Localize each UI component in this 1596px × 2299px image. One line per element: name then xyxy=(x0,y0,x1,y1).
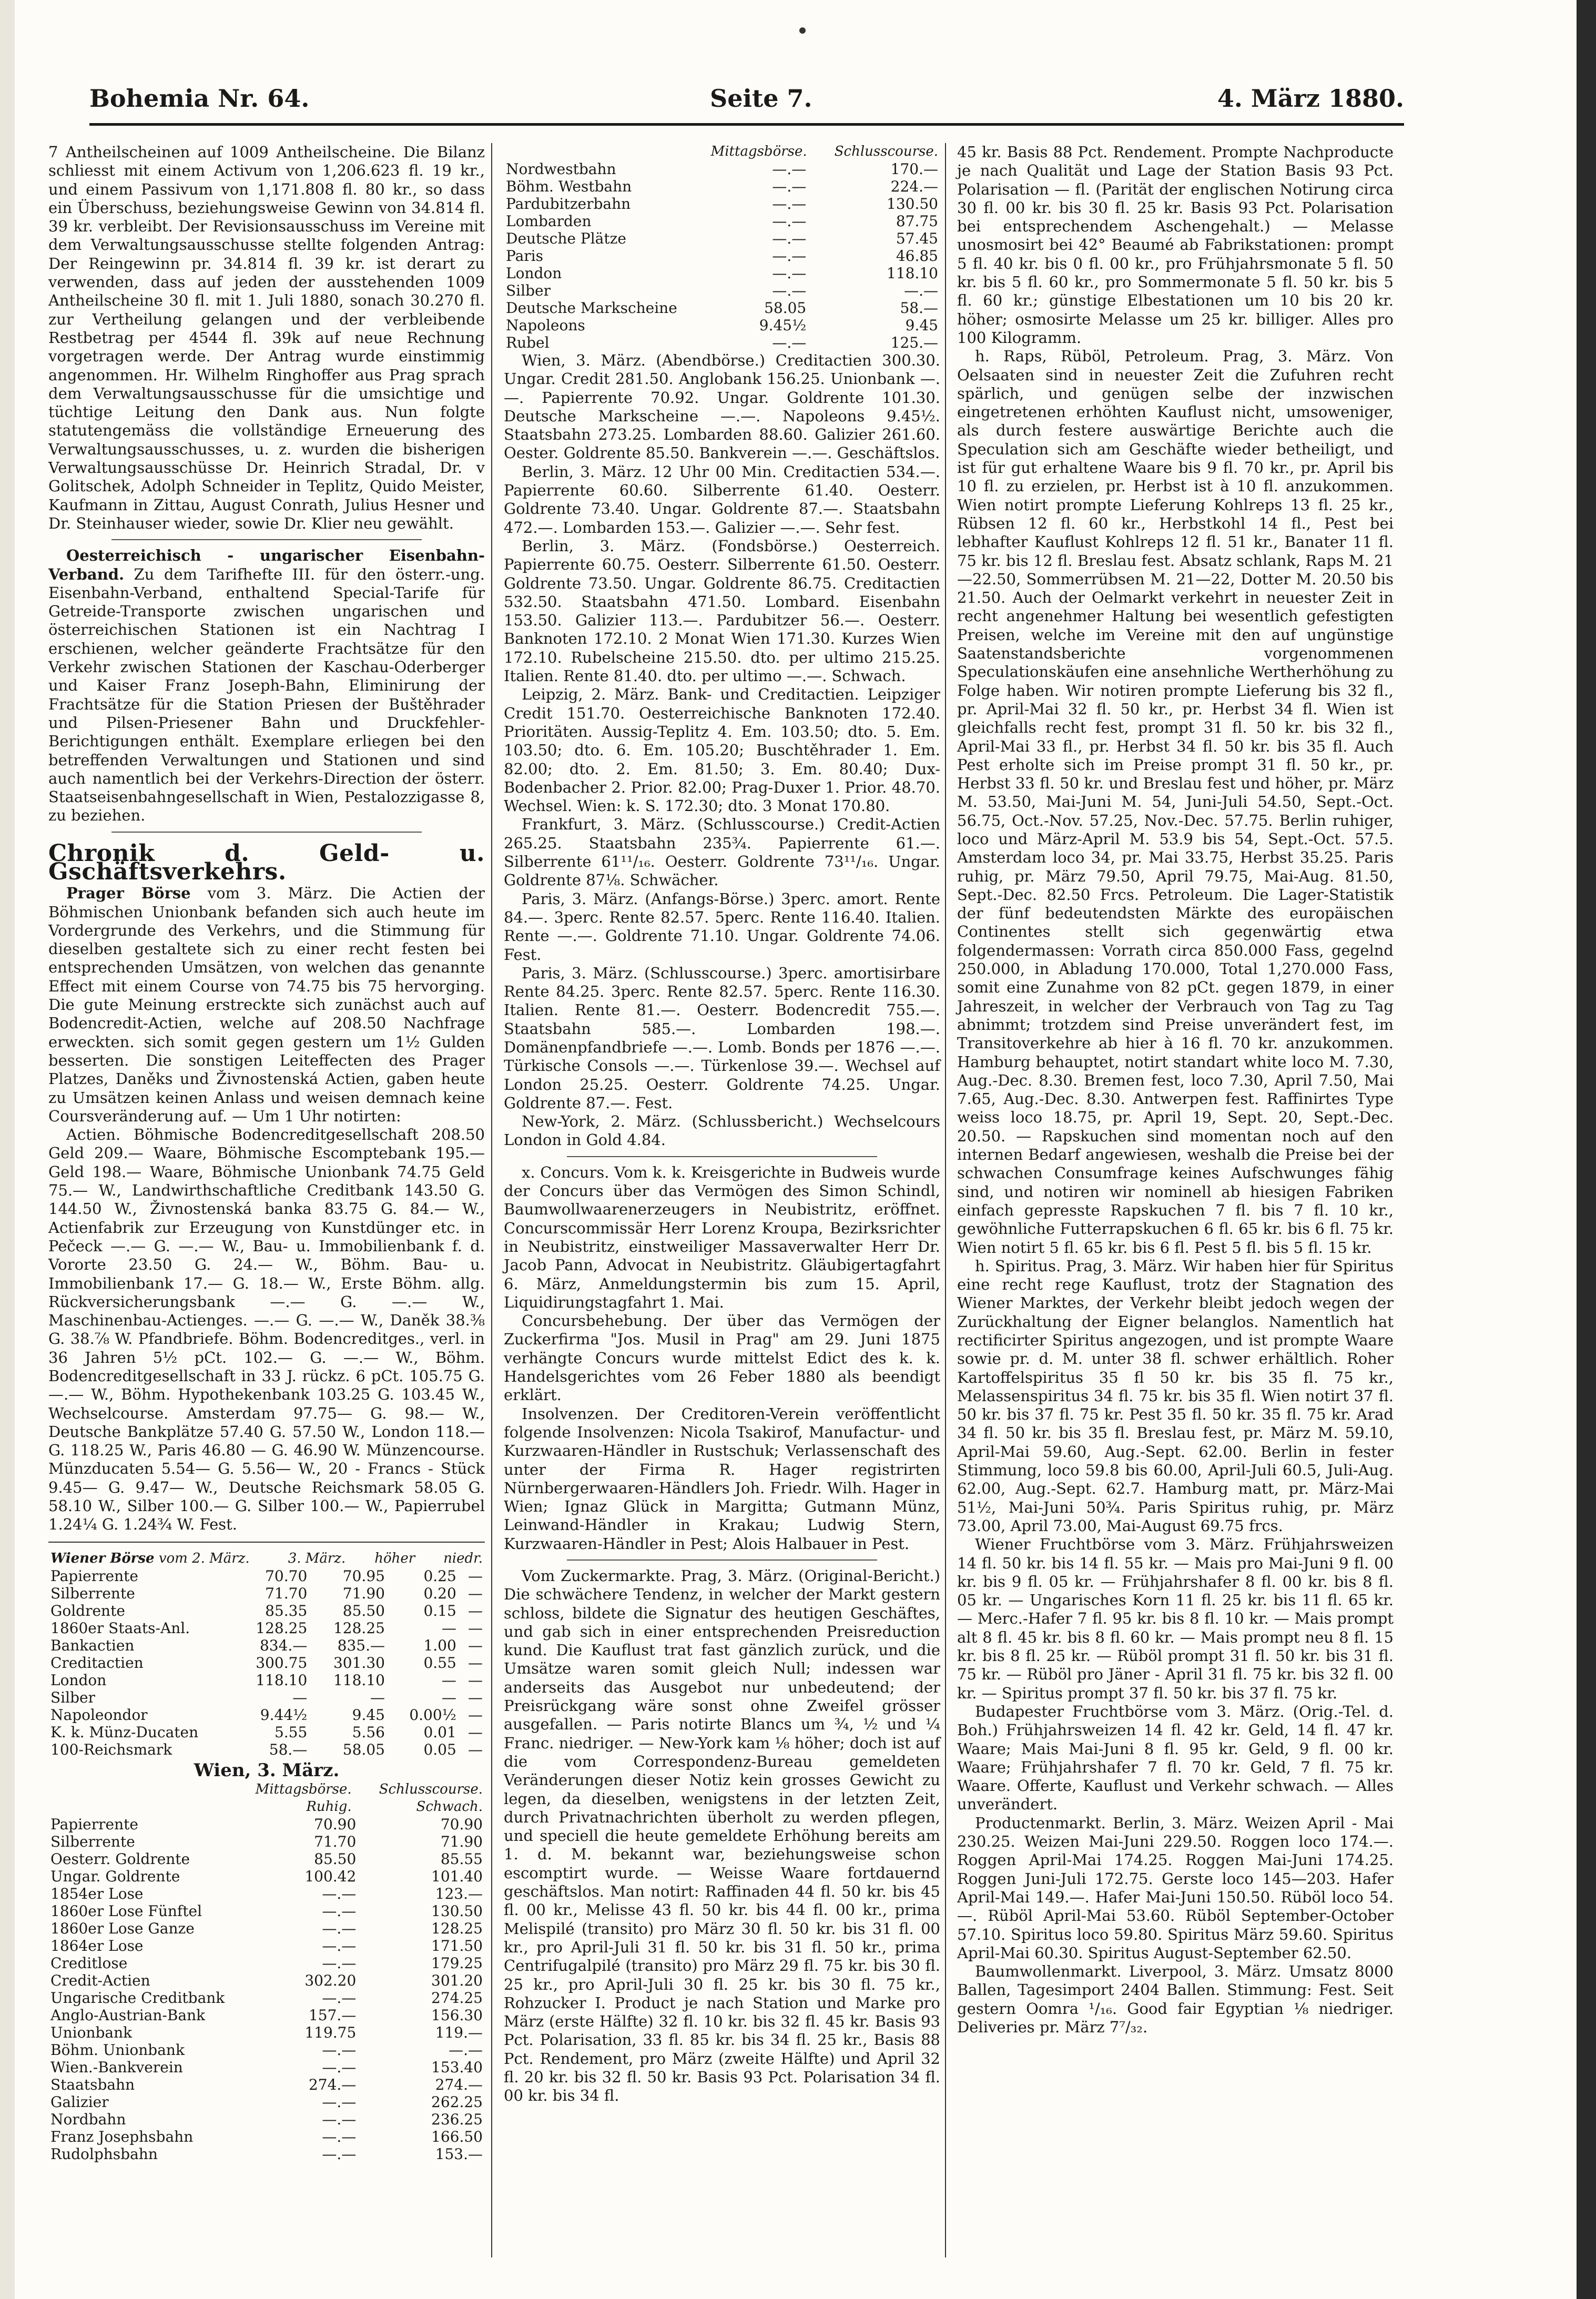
row-value: 125.— xyxy=(890,334,938,351)
column-header: 3. März. xyxy=(288,1550,346,1566)
row-value: —.— xyxy=(904,282,938,299)
row-label: Staatsbahn xyxy=(50,2075,135,2093)
row-label: Franz Josephsbahn xyxy=(50,2128,194,2145)
row-value: 118.10 xyxy=(333,1671,385,1689)
column-header: Mittagsbörse. xyxy=(255,1781,352,1797)
row-value: —.— xyxy=(322,1937,357,1954)
table-row xyxy=(48,1816,485,1833)
row-value: 166.50 xyxy=(431,2128,483,2145)
table-row xyxy=(48,1619,485,1637)
row-value: 85.50 xyxy=(342,1602,385,1619)
article-body: vom 3. März. Die Actien der Böhmischen Unionbank befanden sich auch heute im Vordergrunde des Verkehrs, und die Stimmung für dieselben gestaltete sich zu einer recht festen bei entsprechenden Umsätzen, von welchen das genannte Effect mit einem Course von 74.75 bis 75 hervorging. Die gute Meinung erstreckte sich zunächst auch auf Bodencredit-Actien, welche auf 208.50 Nachfrage erweckten. sich somit gegen gestern um 1½ Gulden besserten. Die sonstigen Leiteffecten des Prager Platzes, Daněks und Živnostenská Actien, gaben heute zu Umsätzen keinen Anlass und weisen demnach keine Coursveränderung auf. — Um 1 Uhr notirten: xyxy=(48,884,485,1125)
wien-table xyxy=(48,1781,485,1816)
row-value: — xyxy=(468,1567,483,1585)
row-value: 156.30 xyxy=(431,2006,483,2024)
separator xyxy=(567,1559,877,1561)
row-value: 57.45 xyxy=(896,230,938,247)
row-value: —.— xyxy=(322,1885,357,1902)
row-value: — xyxy=(468,1688,483,1706)
row-label: Böhm. Westbahn xyxy=(506,178,632,195)
row-value: —.— xyxy=(772,247,807,265)
table-row xyxy=(48,2093,485,2111)
book-spine xyxy=(0,0,15,2299)
row-value: —.— xyxy=(772,282,807,299)
table-row xyxy=(504,160,940,178)
column-1 xyxy=(48,143,485,2163)
row-value: —.— xyxy=(772,195,807,212)
table-row xyxy=(48,2059,485,2076)
wien-rows xyxy=(48,1816,485,2163)
row-value: 119.— xyxy=(435,2023,483,2041)
column-header: Mittagsbörse. xyxy=(710,144,807,159)
row-label: Napoleondor xyxy=(50,1706,148,1724)
row-value: — xyxy=(468,1706,483,1724)
article-paragraph: h. Raps, Rüböl, Petroleum. Prag, 3. März. Von Oelsaaten sind in neuester Zeit die Zufuhren recht spärlich, und genügen selbe der inzwischen eingetretenen erhöhten Kauflust nicht, umsoweniger, als durch festere auswärtige Berichte auch die Speculation sich am Geschäfte wieder betheiligt, und ist für gut erhaltene Waare bis 9 fl. 70 kr., pr. April bis 10 fl. zu erzielen, pr. Herbst ist à 10 fl. anzukommen. Wien notirt prompte Lieferung Kohlreps 13 fl. 25 kr., Rübsen 12 fl. 60 kr., Herbstkohl 14 fl., Pest bei lebhafter Kauflust Kohlreps 12 fl. 51 kr., Banater 11 fl. 75 kr. bis 12 fl. Breslau fest. Absatz schlank, Raps M. 21—22.50, Sommerrübsen M. 21—22, Dotter M. 20.50 bis 21.50. Auch der Oelmarkt verkehrt in neuester Zeit in recht angenehmer Haltung bei wesentlich gefestigten Preisen, welche im Vereine mit den auf ungünstige Saatenstandsberichte vorgenommenen Speculationskäufen eine ansehnliche Wertherhöhung zu Folge haben. Wir notiren prompte Lieferung bis 32 fl., pr. April-Mai 32 fl. 50 kr., pr. Herbst 34 fl. Wien ist gleichfalls recht fest, prompt 31 fl. 50 kr. bis 32 fl., April-Mai 33 fl., pr. Herbst 34 fl. 50 kr. bis 35 fl. Auch Pest erholte sich im Preise prompt 31 fl. 50 kr., pr. Herbst 33 fl. 50 kr. und Breslau fest und höher, pr. März M. 53.50, Mai-Juni M. 54, Juni-Juli 54.50, Sept.-Oct. 56.75, Oct.-Nov. 57.25, Nov.-Dec. 57.75. Berlin ruhiger, loco und März-April M. 53.9 bis 54, Sept.-Oct. 57.5. Amsterdam loco 34, pr. Mai 33.75, Herbst 35.25. Paris ruhig, pr. März 79.50, April 79.75, Mai-Aug. 81.50, Sept.-Dec. 82.50 Frcs. Petroleum. Die Lager-Statistik der fünf bedeutendsten Märkte des europäischen Continentes stellt sich gegenwärtig etwa folgendermassen: Vorrath circa 850.000 Fass, gegelnd 250.000, in Abladung 170.000, Total 1,270.000 Fass, somit eine Zunahme von 82 pCt. gegen 1879, in einer Jahreszeit, in welcher der Verbrauch von Tag zu Tag abnimmt; trotzdem sind Preise unverändert fest, im Transitoverkehre ab hier à 16 fl. 70 kr. anzukommen. Hamburg behauptet, notirt standart white loco M. 7.30, Aug.-Dec. 8.30. Bremen fest, loco 7.30, April 7.50, Mai 7.65, Aug.-Dec. 8.30. Antwerpen fest. Raffinirtes Type weiss loco 18.75, pr. April 19, Sept. 20, Sept.-Dec. 20.50. — Rapskuchen sind momentan noch auf den internen Bedarf angewiesen, weshalb die Preise bei der schwachen Consumfrage keines Aufschwunges fähig sind, und notiren wir nominell ab hiesigen Fabriken einfach gepresste Rapskuchen 7 fl. bis 7 fl. 10 kr., gewöhnliche Futterrapskuchen 6 fl. 65 kr. bis 6 fl. 75 kr. Wien notirt 5 fl. 65 kr. bis 6 fl. Pest 5 fl. bis 5 fl. 15 kr. xyxy=(957,347,1394,1257)
row-value: —.— xyxy=(772,178,807,195)
row-value: — xyxy=(468,1654,483,1672)
table-row xyxy=(48,1602,485,1619)
row-value: 58.— xyxy=(269,1740,308,1758)
article-paragraph: Insolvenzen. Der Creditoren-Verein veröffentlicht folgende Insolvenzen: Nicola Tsakirof, Manufactur- und Kurzwaaren-Händler in Rustschuk; Verlassenschaft des unter der Firma R. Hager registrirten Nürnbergerwaaren-Händlers Joh. Friedr. Wilh. Hager in Wien; Ignaz Glück in Margitta; Gutmann Münz, Leinwand-Händler in Krakau; Ludwig Stern, Kurzwaaren-Händler in Pest; Alois Halbauer in Pest. xyxy=(504,1404,940,1553)
row-value: 128.25 xyxy=(256,1619,308,1637)
row-value: 0.20 xyxy=(423,1584,456,1602)
row-value: 9.44½ xyxy=(260,1706,308,1724)
column-header: Schlusscourse. xyxy=(379,1781,483,1797)
row-label: Silber xyxy=(50,1688,95,1706)
row-label: Bankactien xyxy=(50,1636,135,1654)
row-label: Anglo-Austrian-Bank xyxy=(50,2006,206,2024)
row-value: 58.05 xyxy=(342,1740,385,1758)
row-label: Silberrente xyxy=(50,1584,135,1602)
wien-continued-table xyxy=(504,143,940,160)
table-header xyxy=(504,143,940,160)
row-label: Nordwestbahn xyxy=(506,160,616,178)
article-paragraph: Budapester Fruchtbörse vom 3. März. (Orig.-Tel. d. Boh.) Frühjahrsweizen 14 fl. 42 kr. Geld, 14 fl. 47 kr. Waare; Mais Mai-Juni 8 fl. 95 kr. Geld, 9 fl. 00 kr. Waare; Frühjahrshafer 7 fl. 70 kr. Geld, 7 fl. 75 kr. Waare. Offerte, Kauflust und Verkehr schwach. — Alles unverändert. xyxy=(957,1702,1394,1814)
article-paragraph: Baumwollenmarkt. Liverpool, 3. März. Umsatz 8000 Ballen, Tagesimport 2404 Ballen. Stimmung: Fest. Seit gestern Oomra ¹/₁₆. Good fair Egyptian ⅛ niedriger. Deliveries pr. März 7⁷/₃₂. xyxy=(957,1962,1394,2036)
column-divider xyxy=(945,143,946,2257)
row-label: Böhm. Unionbank xyxy=(50,2041,185,2059)
table-header xyxy=(48,1550,485,1567)
article-paragraph: Berlin, 3. März. (Fondsbörse.) Oesterreich. Papierrente 60.75. Oesterr. Silberrente 61.50. Oesterr. Goldrente 73.50. Ungar. Goldrente 86.75. Creditactien 532.50. Staatsbahn 471.50. Lombard. Eisenbahn 153.50. Galizier 113.—. Pardubitzer 56.—. Oesterr. Banknoten 172.10. 2 Monat Wien 171.30. Kurzes Wien 172.10. Rubelscheine 215.50. dto. per ultimo 215.25. Italien. Rente 81.40. dto. per ultimo —.—. Schwach. xyxy=(504,536,940,685)
row-value: 119.75 xyxy=(304,2023,357,2041)
row-label: Papierrente xyxy=(50,1815,138,1833)
separator xyxy=(48,1542,485,1543)
row-value: 0.00½ xyxy=(409,1706,456,1724)
row-value: — xyxy=(370,1688,385,1706)
table-row xyxy=(48,1937,485,1954)
row-value: 71.70 xyxy=(265,1584,308,1602)
row-value: —.— xyxy=(322,2110,357,2128)
row-value: —.— xyxy=(322,1954,357,1972)
row-label: Wien.-Bankverein xyxy=(50,2058,183,2076)
row-label: Goldrente xyxy=(50,1602,125,1619)
row-value: 1.00 xyxy=(423,1636,456,1654)
table-row xyxy=(48,1585,485,1602)
header-rule xyxy=(89,123,1404,126)
row-value: 71.70 xyxy=(314,1832,357,1850)
table-row xyxy=(504,178,940,195)
row-value: — xyxy=(468,1723,483,1741)
column-header: höher xyxy=(374,1550,415,1566)
row-value: 5.55 xyxy=(274,1723,308,1741)
column-header: niedr. xyxy=(443,1550,483,1566)
table-row xyxy=(48,1885,485,1902)
table-row xyxy=(48,1724,485,1741)
table-header xyxy=(48,1798,485,1816)
column-header: Schwach. xyxy=(416,1798,483,1815)
section-title: Chronik d. Geld- u. Gschäftsverkehrs. xyxy=(48,839,485,885)
row-value: — xyxy=(468,1740,483,1758)
row-value: — xyxy=(468,1602,483,1619)
row-value: 153.— xyxy=(435,2145,483,2163)
row-value: —.— xyxy=(772,160,807,178)
row-label: Rudolphsbahn xyxy=(50,2145,158,2163)
article-paragraph: 45 kr. Basis 88 Pct. Rendement. Prompte Nachproducte je nach Qualität und Lage der Station Basis 93 Pct. Polarisation — fl. (Parität der englischen Notirung circa 30 fl. 00 kr. bis 30 fl. 25 kr. Basis 93 Pct. Polarisation bei entsprechendem Aschengehalt.) — Melasse unosmosirt bei 42° Beaumé ab Fabrikstationen: prompt 5 fl. 40 kr. bis 0 fl. 00 kr., pro Frühjahrsmonate 5 fl. 50 kr. bis 5 fl. 60 kr., pro Sommermonate 5 fl. 50 kr. bis 5 fl. 60 kr.; günstige Elbestationen um 10 bis 20 kr. höher; osmosirte Melasse um 25 kr. billiger. Alles pro 100 Kilogramm. xyxy=(957,143,1394,347)
article-paragraph: New-York, 2. März. (Schlussbericht.) Wechselcours London in Gold 4.84. xyxy=(504,1112,940,1149)
row-label: London xyxy=(50,1671,107,1689)
row-value: 70.90 xyxy=(314,1815,357,1833)
wiener-boerse-rows xyxy=(48,1567,485,1758)
table-header xyxy=(48,1781,485,1798)
row-value: 224.— xyxy=(890,178,938,195)
separator xyxy=(567,1156,877,1157)
row-value: 0.55 xyxy=(423,1654,456,1672)
article-lead: Prager Börse xyxy=(66,884,191,903)
row-value: 262.25 xyxy=(431,2093,483,2111)
row-value: —.— xyxy=(322,1989,357,2007)
table-row xyxy=(48,2007,485,2024)
article-paragraph: Wien, 3. März. (Abendbörse.) Creditactien 300.30. Ungar. Credit 281.50. Anglobank 156.25. Unionbank —.—. Papierrente 70.92. Ungar. Goldrente 101.30. Deutsche Markscheine —.—. Napoleons 9.45½. Staatsbahn 273.25. Lombarden 88.60. Galizier 261.60. Oester. Goldrente 85.50. Bankverein —.—. Geschäftslos. xyxy=(504,351,940,462)
row-value: 274.— xyxy=(308,2075,357,2093)
row-value: —.— xyxy=(322,2058,357,2076)
row-label: Papierrente xyxy=(50,1567,138,1585)
row-label: Silber xyxy=(506,282,551,299)
column-divider xyxy=(491,143,492,2257)
row-value: — xyxy=(441,1688,456,1706)
row-value: 70.95 xyxy=(342,1567,385,1585)
row-value: 9.45 xyxy=(905,317,938,334)
article-paragraph: Paris, 3. März. (Schlusscourse.) 3perc. amortisirbare Rente 84.25. 3perc. Rente 82.57. 5perc. Rente 116.30. Italien. Rente 81.—. Oesterr. Bodencredit 755.—. Staatsbahn 585.—. Lombarden 198.—. Domänenpfandbriefe —.—. Lomb. Bonds per 1876 —.—. Türkische Consols —.—. Türkenlose 39.—. Wechsel auf London 25.25. Oesterr. Goldrente 74.25. Ungar. Goldrente 87.—. Fest. xyxy=(504,964,940,1112)
row-value: 70.70 xyxy=(265,1567,308,1585)
row-value: 123.— xyxy=(435,1885,483,1902)
table-row xyxy=(48,1989,485,2007)
row-value: 5.56 xyxy=(352,1723,385,1741)
row-value: —.— xyxy=(772,212,807,230)
table-row xyxy=(504,247,940,265)
row-label: Pardubitzerbahn xyxy=(506,195,631,212)
article-paragraph: Actien. Böhmische Bodencreditgesellschaft 208.50 Geld 209.— Waare, Böhmische Escomptebank 195.— Geld 198.— Waare, Böhmische Unionbank 74.75 Geld 75.— W., Landwirthschaftliche Creditbank 143.50 G. 144.50 W., Živnostenská banka 83.75 G. 84.— W., Actienfabrik zur Erzeugung von Kunstdünger etc. in Pečeck —.— G. —.— W., Bau- u. Immobilienbank f. d. Vororte 23.50 G. 24.— W., Böhm. Bau- u. Immobilienbank 17.— G. 18.— W., Erste Böhm. allg. Rückversicherungsbank —.— G. —.— W., Maschinenbau-Actienges. —.— G. —.— W., Daněk 38.⅜ G. 38.⅞ W. Pfandbriefe. Böhm. Bodencreditges., verl. in 36 Jahren 5½ pCt. 102.— G. —.— W., Böhm. Bodencreditgesellschaft in 33 J. rückz. 6 pCt. 105.75 G. —.— W., Böhm. Hypothekenbank 103.25 G. 103.45 W., Wechselcourse. Amsterdam 97.75— G. 98.— W., Deutsche Bankplätze 57.40 G. 57.50 W., London 118.— G. 118.25 W., Paris 46.80 — G. 46.90 W. Münzencourse. Münzducaten 5.54— G. 5.56— W., 20 - Francs - Stück 9.45— G. 9.47— W., Deutsche Reichsmark 58.05 G. 58.10 W., Silber 100.— G. Silber 100.— W., Papierrubel 1.24¼ G. 1.24¾ W. Fest. xyxy=(48,1126,485,1534)
table-row xyxy=(48,1567,485,1585)
page-number: Seite 7. xyxy=(710,84,812,113)
row-value: 9.45½ xyxy=(759,317,807,334)
article-paragraph xyxy=(48,884,485,1126)
row-value: 70.90 xyxy=(440,1815,483,1833)
row-value: 302.20 xyxy=(304,1971,357,1989)
row-value: 128.25 xyxy=(333,1619,385,1637)
article-paragraph: h. Spiritus. Prag, 3. März. Wir haben hier für Spiritus eine recht rege Kauflust, trotz der Stagnation des Wiener Marktes, der Verkehr bleibt jedoch wegen der Zurückhaltung der Eigner belanglos. Namentlich hat rectificirter Spiritus angezogen, und ist prompte Waare sowie pr. d. M. unter 38 fl. schwer erhältlich. Roher Kartoffelspiritus 35 fl 50 kr. bis 35 fl. 75 kr., Melassenspiritus 34 fl. 75 kr. bis 35 fl. Wien notirt 37 fl. 50 kr. bis 37 fl. 75 kr. Pest 35 fl. 50 kr. 35 fl. 75 kr. Arad 34 fl. 50 kr. bis 35 fl. Breslau fest, pr. März M. 59.10, April-Mai 59.60, Aug.-Sept. 62.00. Berlin in fester Stimmung, loco 59.8 bis 60.00, April-Juli 60.5, Juli-Aug. 62.00, Aug.-Sept. 62.7. Hamburg matt, pr. März-Mai 51½, Mai-Juni 50¾. Paris Spiritus ruhig, pr. März 73.00, April 73.00, Mai-August 69.75 frcs. xyxy=(957,1257,1394,1535)
table-row xyxy=(504,299,940,317)
row-value: 236.25 xyxy=(431,2110,483,2128)
row-label: 1860er Lose Fünftel xyxy=(50,1902,202,1920)
table-row xyxy=(504,195,940,212)
issue-date: 4. März 1880. xyxy=(1217,84,1404,113)
table-row xyxy=(48,1954,485,1972)
article-body: Zu dem Tarifhefte III. für den österr.-ung. Eisenbahn-Verband, enthaltend Special-Tarife für Getreide-Transporte zwischen ungarischen und österreichischen Stationen ist ein Nachtrag I erschienen, welcher geänderte Frachtsätze für den Verkehr zwischen Stationen der Kaschau-Oderberger und Kaiser Franz Joseph-Bahn, Eliminirung der Frachtsätze für die Station Priesen der Buštěhrader und Pilsen-Priesener Bahn und Druckfehler-Berichtigungen enthält. Exemplare erliegen bei den betreffenden Verwaltungen und Stationen und sind auch namentlich bei der Verkehrs-Direction der österr. Staatseisenbahngesellschaft in Wien, Pestalozzigasse 8, zu beziehen. xyxy=(48,565,485,825)
column-3 xyxy=(957,143,1394,2037)
table-row xyxy=(48,1833,485,1850)
newspaper-title: Bohemia Nr. 64. xyxy=(89,84,310,113)
page-edge xyxy=(1577,0,1596,2299)
row-label: Lombarden xyxy=(506,212,592,230)
article-paragraph: Concursbehebung. Der über das Vermögen der Zuckerfirma "Jos. Musil in Prag" am 29. Juni 1875 verhängte Concurs wurde mittelst Edict des k. k. Handelsgerichtes vom 26 Feber 1880 als beendigt erklärt. xyxy=(504,1312,940,1404)
article-paragraph: Wiener Fruchtbörse vom 3. März. Frühjahrsweizen 14 fl. 50 kr. bis 14 fl. 55 kr. — Mais pro Mai-Juni 9 fl. 00 kr. bis 9 fl. 05 kr. — Frühjahrshafer 8 fl. 00 kr. bis 8 fl. 05 kr. — Ungarisches Korn 11 fl. 25 kr. bis 11 fl. 65 kr. — Merc.-Hafer 7 fl. 95 kr. bis 8 fl. 10 kr. — Mais prompt alt 8 fl. 45 kr. bis 8 fl. 60 kr. — Mais prompt neu 8 fl. 15 kr. bis 8 fl. 25 kr. — Rüböl prompt 31 fl. 50 kr. bis 31 fl. 75 kr. — Rüböl pro Jäner - April 31 fl. 75 kr. bis 32 fl. 00 kr. — Spiritus prompt 37 fl. 50 kr. bis 37 fl. 75 kr. xyxy=(957,1535,1394,1702)
table-row xyxy=(504,265,940,282)
row-value: 46.85 xyxy=(896,247,938,265)
table-row xyxy=(48,1972,485,1989)
row-label: Creditactien xyxy=(50,1654,144,1672)
table-row xyxy=(504,317,940,334)
row-label: Nordbahn xyxy=(50,2110,126,2128)
row-value: —.— xyxy=(322,2128,357,2145)
row-label: 1854er Lose xyxy=(50,1885,144,1902)
row-value: 71.90 xyxy=(342,1584,385,1602)
row-label: Creditlose xyxy=(50,1954,128,1972)
row-label: Oesterr. Goldrente xyxy=(50,1850,190,1868)
row-label: London xyxy=(506,265,562,282)
table-row xyxy=(48,1689,485,1706)
row-value: 170.— xyxy=(890,160,938,178)
article-paragraph: Frankfurt, 3. März. (Schlusscourse.) Credit-Actien 265.25. Staatsbahn 235¾. Papierrente 61.—. Silberrente 61¹¹/₁₆. Oesterr. Goldrente 73¹¹/₁₆. Ungar. Goldrente 87⅛. Schwächer. xyxy=(504,815,940,889)
article-paragraph xyxy=(48,546,485,825)
row-value: 9.45 xyxy=(352,1706,385,1724)
table-row xyxy=(48,2128,485,2145)
table-title: Wien, 3. März. xyxy=(194,1759,340,1781)
row-value: — xyxy=(441,1619,456,1637)
row-value: 130.50 xyxy=(431,1902,483,1920)
row-value: — xyxy=(441,1671,456,1689)
row-value: 58.05 xyxy=(764,299,807,317)
article-paragraph: Vom Zuckermarkte. Prag, 3. März. (Original-Bericht.) Die schwächere Tendenz, in welcher der Markt gestern schloss, bildete die Signatur des heutigen Geschäftes, und gab sich in einer entsprechenden Preisreduction kund. Die Kauflust trat fast gänzlich zurück, und die Umsätze waren somit gleich Null; indessen war anderseits das Ausgebot nur unbedeutend; der Preisrückgang wäre sonst ohne Zweifel grösser ausgefallen. — Paris notirte Blancs um ¾, ½ und ¼ Franc. niedriger. — New-York kam ⅛ höher; doch ist auf die vom Correspondenz-Bureau gemeldeten Veränderungen dieser Notiz kein grosses Gewicht zu legen, da dieselben, wenigstens in der letzten Zeit, durch Privatnachrichten überholt zu werden pflegen, und speciell die heute gemeldete Erhöhung bereits am 1. d. M. bekannt war, beziehungsweise schon escomptirt wurde. — Weisse Waare fortdauernd geschäftslos. Man notirt: Raffinaden 44 fl. 50 kr. bis 45 fl. 00 kr., Melisse 43 fl. 50 kr. bis 44 fl. 00 kr., prima Melispilé (transito) pro März 30 fl. 50 kr. bis 31 fl. 00 kr., pro April-Juli 31 fl. 50 kr. bis 31 fl. 50 kr., prima Centrifugalpilé (transito) pro März 29 fl. 75 kr. bis 30 fl. 25 kr., pro April-Juli 30 fl. 25 kr. bis 30 fl. 75 kr., Rohzucker I. Product je nach Station und Marke pro März (erste Hälfte) 32 fl. 10 kr. bis 32 fl. 45 kr. Basis 93 Pct. Polarisation, 33 fl. 85 kr. bis 34 fl. 25 kr., Basis 88 Pct. Rendement, pro März (zweite Hälfte) und April 32 fl. 20 kr. bis 32 fl. 50 kr. Basis 93 Pct. Polarisation 34 fl. 00 kr. bis 34 fl. xyxy=(504,1567,940,2105)
separator xyxy=(111,832,422,833)
row-value: —.— xyxy=(772,230,807,247)
wiener-boerse-table xyxy=(48,1550,485,1567)
row-value: 118.10 xyxy=(887,265,938,282)
table-title: Wiener Börse xyxy=(50,1550,155,1566)
row-label: Unionbank xyxy=(50,2023,133,2041)
wien-continued-rows xyxy=(504,160,940,351)
table-row xyxy=(48,2076,485,2093)
table-row xyxy=(504,230,940,247)
row-label: Ungarische Creditbank xyxy=(50,1989,225,2007)
table-row xyxy=(504,334,940,351)
row-value: —.— xyxy=(772,334,807,351)
row-label: 1864er Lose xyxy=(50,1937,144,1954)
row-value: — xyxy=(468,1671,483,1689)
row-value: — xyxy=(468,1636,483,1654)
row-value: — xyxy=(468,1619,483,1637)
table-row xyxy=(48,1706,485,1724)
column-2 xyxy=(504,143,940,2105)
row-label: Napoleons xyxy=(506,317,585,334)
row-value: —.— xyxy=(322,2093,357,2111)
row-value: 100.42 xyxy=(304,1867,357,1885)
row-value: 834.— xyxy=(259,1636,308,1654)
table-row xyxy=(48,1654,485,1672)
row-value: — xyxy=(468,1584,483,1602)
row-value: 171.50 xyxy=(431,1937,483,1954)
row-value: —.— xyxy=(322,1919,357,1937)
table-row xyxy=(48,2024,485,2041)
table-subtitle: vom 2. März. xyxy=(158,1550,250,1566)
table-row xyxy=(48,1902,485,1920)
row-value: —.— xyxy=(322,2145,357,2163)
row-value: 274.25 xyxy=(431,1989,483,2007)
table-row xyxy=(48,2145,485,2163)
article-paragraph: 7 Antheilscheinen auf 1009 Antheilscheine. Die Bilanz schliesst mit einem Activum von 1,206.623 fl. 19 kr., und einem Passivum von 1,171.808 fl. 80 kr., so dass ein Überschuss, beziehungsweise Gewinn von 34.814 fl. 39 kr. verbleibt. Der Revisionsausschuss im Vereine mit dem Verwaltungsausschusse stellte folgenden Antrag: Der Reingewinn pr. 34.814 fl. 39 kr. ist derart zu verwenden, dass auf jeden der ausstehenden 1009 Antheilscheine 30 fl. mit 1. Juli 1880, sonach 30.270 fl. zur Vertheilung gelangen und der verbleibende Restbetrag per 4544 fl. 39k auf neue Rechnung vorgetragen werde. Der Antrag wurde einstimmig angenommen. Hr. Wilhelm Ringhoffer aus Prag sprach dem Verwaltungsausschusse für die umsichtige und tüchtige Leitung den Dank aus. Nun folgte statutengemäss die vollständige Erneuerung des Verwaltungsausschusses, u. z. wurden die bisherigen Verwaltungsausschüsse Dr. Heinrich Stradal, Dr. v Golitschek, Adolph Schneider in Teplitz, Quido Meister, Kaufmann in Zittau, August Conrath, Julius Hesner und Dr. Steinhauser wieder, sowie Dr. Klier neu gewählt. xyxy=(48,143,485,532)
row-value: 153.40 xyxy=(431,2058,483,2076)
row-value: 87.75 xyxy=(896,212,938,230)
row-value: 71.90 xyxy=(440,1832,483,1850)
row-label: Deutsche Markscheine xyxy=(506,299,677,317)
row-value: 300.75 xyxy=(256,1654,308,1672)
table-row xyxy=(48,1868,485,1885)
row-value: 301.30 xyxy=(333,1654,385,1672)
row-value: —.— xyxy=(449,2041,483,2059)
row-value: 118.10 xyxy=(256,1671,308,1689)
row-value: 85.55 xyxy=(440,1850,483,1868)
row-value: 130.50 xyxy=(887,195,938,212)
row-label: K. k. Münz-Ducaten xyxy=(50,1723,199,1741)
row-value: 0.15 xyxy=(423,1602,456,1619)
row-value: 58.— xyxy=(900,299,938,317)
article-paragraph: Productenmarkt. Berlin, 3. März. Weizen April - Mai 230.25. Weizen Mai-Juni 229.50. Roggen loco 174.—. Roggen April-Mai 174.25. Roggen Mai-Juni 174.25. Roggen Juni-Juli 172.75. Gerste loco 145—203. Hafer April-Mai 149.—. Hafer Mai-Juni 150.50. Rüböl loco 54.—. Rüböl April-Mai 53.60. Rüböl September-October 57.10. Spiritus loco 59.80. Spiritus März 59.60. Spiritus April-Mai 60.30. Spiritus August-September 62.50. xyxy=(957,1814,1394,1962)
row-value: 101.40 xyxy=(431,1867,483,1885)
article-paragraph: x. Concurs. Vom k. k. Kreisgerichte in Budweis wurde der Concurs über das Vermögen des Simon Schindl, Baumwollwaarenerzeugers in Neubistritz, eröffnet. Concurscommissär Herr Lorenz Kroupa, Bezirksrichter in Neubistritz, einstweiliger Massaverwalter Herr Dr. Jacob Pann, Advocat in Neubistritz. Gläubigertagfahrt 6. März, Anmeldungstermin bis zum 15. April, Liquidirungstagfahrt 1. Mai. xyxy=(504,1163,940,1311)
row-label: Silberrente xyxy=(50,1832,135,1850)
table-row xyxy=(504,282,940,299)
row-value: —.— xyxy=(322,2041,357,2059)
table-row xyxy=(48,1637,485,1654)
row-value: 0.05 xyxy=(423,1740,456,1758)
article-paragraph: Berlin, 3. März. 12 Uhr 00 Min. Creditactien 534.—. Papierrente 60.60. Silberrente 61.40. Oesterr. Goldrente 73.40. Ungar. Goldrente 87.—. Staatsbahn 472.—. Lombarden 153.—. Galizier —.—. Sehr fest. xyxy=(504,462,940,536)
page-header xyxy=(89,79,1404,126)
row-label: 100-Reichsmark xyxy=(50,1740,172,1758)
row-label: 1860er Lose Ganze xyxy=(50,1919,195,1937)
row-label: Galizier xyxy=(50,2093,109,2111)
row-label: Credit-Actien xyxy=(50,1971,150,1989)
table-row xyxy=(48,1741,485,1758)
separator xyxy=(111,539,422,540)
table-row xyxy=(48,1920,485,1937)
table-row xyxy=(48,1672,485,1689)
row-value: 85.35 xyxy=(265,1602,308,1619)
row-value: 0.01 xyxy=(423,1723,456,1741)
row-value: 157.— xyxy=(308,2006,357,2024)
row-value: 835.— xyxy=(337,1636,385,1654)
ink-dot xyxy=(799,27,806,34)
row-value: —.— xyxy=(772,265,807,282)
row-label: 1860er Staats-Anl. xyxy=(50,1619,190,1637)
row-value: 85.50 xyxy=(314,1850,357,1868)
table-row xyxy=(48,1850,485,1868)
row-label: Paris xyxy=(506,247,543,265)
row-value: 0.25 xyxy=(423,1567,456,1585)
row-label: Deutsche Plätze xyxy=(506,230,626,247)
column-header: Ruhig. xyxy=(306,1798,352,1815)
row-label: Rubel xyxy=(506,334,550,351)
row-value: — xyxy=(292,1688,308,1706)
row-value: 179.25 xyxy=(431,1954,483,1972)
table-row xyxy=(48,2041,485,2059)
row-value: 274.— xyxy=(435,2075,483,2093)
article-paragraph: Leipzig, 2. März. Bank- und Creditactien. Leipziger Credit 151.70. Oesterreichische Banknoten 172.40. Prioritäten. Aussig-Teplitz 4. Em. 103.50; dto. 5. Em. 103.50; dto. 6. Em. 105.20; Buschtěhrader 1. Em. 82.00; dto. 2. Em. 81.50; 3. Em. 80.40; Dux-Bodenbacher 2. Prior. 82.00; Prag-Duxer 1. Prior. 48.70. Wechsel. Wien: k. S. 172.30; dto. 3 Monat 170.80. xyxy=(504,685,940,815)
table-row xyxy=(504,212,940,230)
row-value: 128.25 xyxy=(431,1919,483,1937)
column-header: Schlusscourse. xyxy=(834,144,938,159)
article-paragraph: Paris, 3. März. (Anfangs-Börse.) 3perc. amort. Rente 84.—. 3perc. Rente 82.57. 5perc. Rente 116.40. Italien. Rente —.—. Goldrente 71.10. Ungar. Goldrente 74.06. Fest. xyxy=(504,889,940,964)
row-value: —.— xyxy=(322,1902,357,1920)
row-value: 301.20 xyxy=(431,1971,483,1989)
table-row xyxy=(48,2111,485,2128)
article-lead: Oesterreichisch - ungarischer Eisenbahn-Verband. xyxy=(48,546,485,583)
row-label: Ungar. Goldrente xyxy=(50,1867,180,1885)
